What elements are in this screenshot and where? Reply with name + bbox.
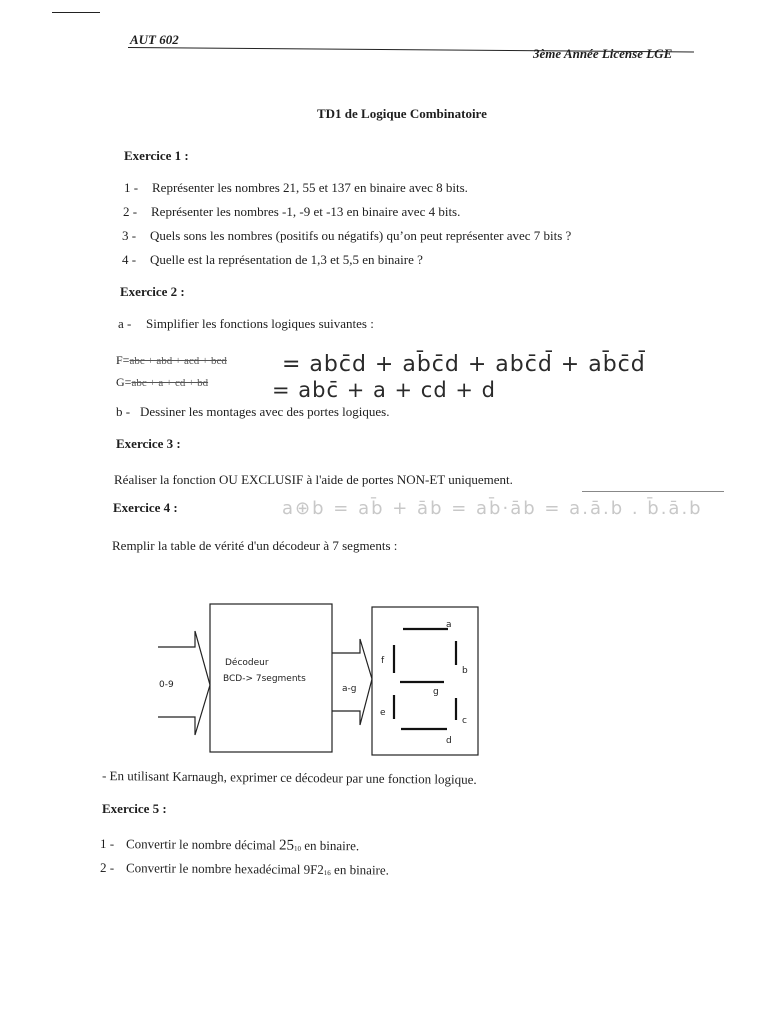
ex1-item-2: [123, 204, 460, 220]
ex2-item-text: Simplifier les fonctions logiques suivantes :: [146, 316, 374, 331]
ex5-heading: Exercice 5 :: [102, 801, 167, 816]
segment-label-d: d: [446, 736, 452, 746]
segment-label-c: c: [462, 716, 467, 726]
ex1-item-text: Quels sons les nombres (positifs ou négatifs) qu’on peut représenter avec 7 bits ?: [150, 228, 572, 243]
ex2-item-num: b -: [116, 404, 131, 419]
ex1-item-num: 2 -: [123, 204, 138, 219]
output-arrow: [332, 639, 372, 725]
decoder-label-1: Décodeur: [225, 658, 269, 668]
ex3-text: Réaliser la fonction OU EXCLUSIF à l'aide de portes NON-ET uniquement.: [114, 472, 513, 487]
ex1-item-text: Quelle est la représentation de 1,3 et 5,5 en binaire ?: [150, 252, 423, 267]
ex5-item-text: Convertir le nombre hexadécimal: [125, 860, 301, 877]
ex5-item-post: en binaire.: [334, 862, 390, 878]
output-label: a-g: [342, 684, 357, 694]
ex5-item-post: en binaire.: [304, 837, 360, 854]
g-struck-expression: abc + a + cd + bd: [131, 377, 209, 389]
ex4-pencil-note: a⊕b = ab̄ + āb = ab̄·āb = a.ā.b . b̄.ā.b: [282, 498, 703, 519]
ex4-text: Remplir la table de vérité d'un décodeur à 7 segments :: [112, 538, 398, 553]
ex2-item-text: Dessiner les montages avec des portes logiques.: [140, 404, 390, 419]
course-code: AUT 602: [130, 32, 179, 47]
segment-label-g: g: [433, 687, 439, 697]
ex2-item-a: [118, 316, 374, 332]
ex4-heading: Exercice 4 :: [113, 500, 178, 515]
ex5-base: 10: [293, 844, 302, 853]
ex3-heading: Exercice 3 :: [116, 436, 181, 451]
ex1-item-num: 4 -: [122, 252, 137, 267]
ex1-item-num: 3 -: [122, 228, 137, 243]
g-label: G=: [116, 375, 132, 389]
answer-dash-line: [582, 491, 724, 492]
ex5-base: 16: [323, 868, 331, 878]
input-label: 0-9: [159, 680, 174, 690]
segment-label-f: f: [381, 656, 385, 666]
ex1-item-4: [122, 252, 423, 268]
segment-label-b: b: [462, 666, 468, 676]
f-function: [116, 353, 227, 368]
ex5-value: 9F2: [303, 861, 324, 877]
ex1-item-1: [124, 180, 468, 196]
g-handwritten-answer: = abc̄ + a + cd + d: [272, 378, 496, 402]
ex2-item-b: [116, 404, 389, 420]
f-handwritten-answer: = abc̄d + ab̄c̄d + abc̄d̄ + ab̄c̄d̄: [282, 352, 646, 377]
f-label: F=: [116, 353, 130, 367]
ex1-item-text: Représenter les nombres 21, 55 et 137 en binaire avec 8 bits.: [152, 180, 468, 195]
g-function: [116, 375, 208, 390]
ex1-item-text: Représenter les nombres -1, -9 et -13 en binaire avec 4 bits.: [151, 204, 461, 219]
segment-label-e: e: [380, 708, 386, 718]
ex2-heading: Exercice 2 :: [120, 284, 185, 299]
decoder-label-2: BCD-> 7segments: [223, 674, 306, 684]
ex5-item-num: 1 -: [99, 836, 115, 852]
segment-label-a: a: [446, 620, 452, 630]
ex5-value: 25: [278, 837, 295, 854]
f-struck-expression: abc + abd + acd + bcd: [129, 355, 227, 367]
page-title: TD1 de Logique Combinatoire: [317, 106, 487, 121]
ex5-item-1: [100, 836, 359, 855]
ex5-item-text: Convertir le nombre décimal: [125, 836, 276, 853]
decoder-diagram: [150, 595, 490, 770]
ex1-item-num: 1 -: [124, 180, 139, 195]
class-level: 3ème Année License LGE: [533, 46, 673, 61]
scan-mark: [52, 12, 100, 13]
ex1-item-3: [122, 228, 571, 244]
ex2-item-num: a -: [118, 316, 132, 331]
ex4-karnaugh-note: - En utilisant Karnaugh, exprimer ce décodeur par une fonction logique.: [101, 768, 477, 787]
ex1-heading: Exercice 1 :: [124, 148, 189, 163]
ex5-item-2: [100, 860, 389, 879]
ex5-item-num: 2 -: [99, 860, 115, 876]
